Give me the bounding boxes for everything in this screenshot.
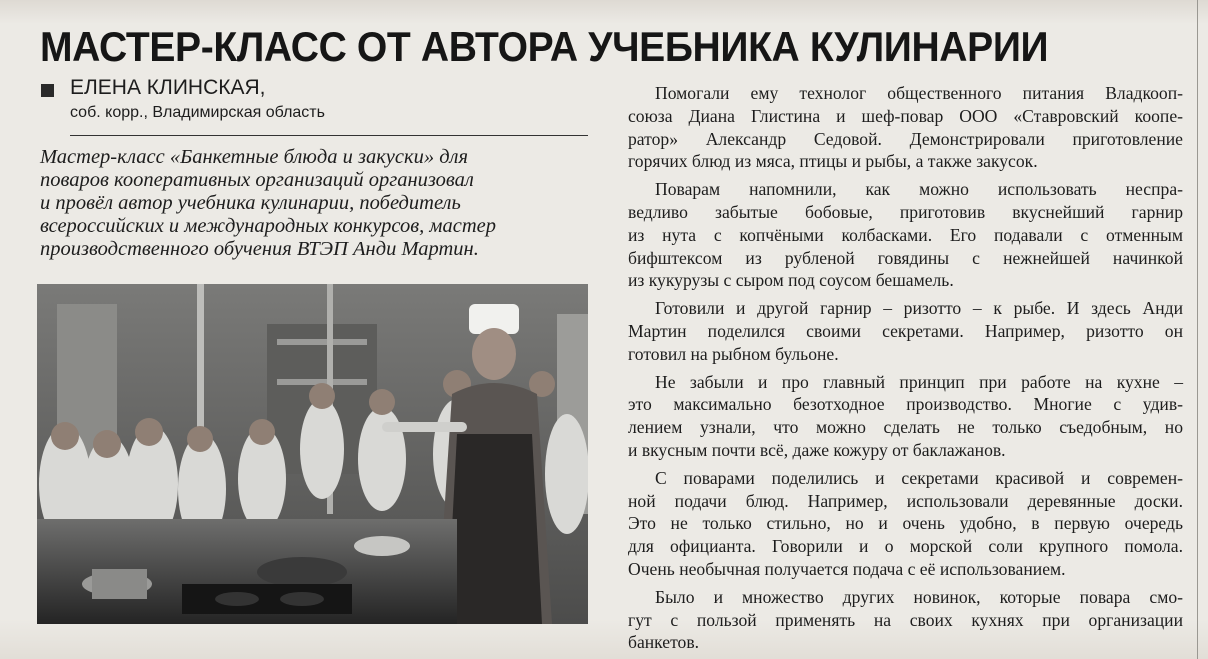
- body-line: бифштексом из рубленой говядины с нежнейшей начинкой: [628, 247, 1183, 268]
- article-body: [628, 82, 1183, 659]
- body-line: и вкусным почти всё, даже кожуру от баклажанов.: [628, 439, 1006, 460]
- body-line: ной подачи блюд. Например, использовали деревянные доски.: [628, 490, 1183, 511]
- body-line: ратор» Александр Седовой. Демонстрировали приготовление: [628, 128, 1183, 149]
- body-line: Мартин поделился своими секретами. Например, ризотто он: [628, 320, 1183, 341]
- author-name: ЕЛЕНА КЛИНСКАЯ,: [70, 76, 266, 99]
- body-paragraph: [628, 82, 1183, 173]
- body-line: Поварам напомнили, как можно использовать неспра-: [655, 179, 1183, 200]
- lead-line: Мастер-класс «Банкетные блюда и закуски» для: [40, 146, 469, 168]
- body-line: это максимально безотходное производство. Многие с удив-: [628, 394, 1183, 415]
- body-line: гут с пользой применять на своих кухнях при организации: [628, 609, 1183, 630]
- page-top-bleed: [0, 0, 1208, 24]
- lead-line: всероссийских и международных конкурсов, мастер: [40, 215, 496, 237]
- body-line: ведливо забытые бобовые, приготовив вкуснейший гарнир: [628, 201, 1183, 222]
- body-line: Готовили и другой гарнир – ризотто – к рыбе. И здесь Анди: [655, 298, 1183, 319]
- body-line: С поварами поделились и секретами красивой и современ-: [655, 467, 1183, 488]
- body-line: Не забыли и про главный принцип при работе на кухне –: [655, 371, 1183, 392]
- body-line: банкетов.: [628, 632, 700, 653]
- author-role: соб. корр., Владимирская область: [70, 104, 325, 121]
- body-paragraph: [628, 178, 1183, 292]
- byline-square-icon: [41, 84, 54, 97]
- body-line: из нута с копчёными колбасками. Его подавали с отменным: [628, 224, 1183, 245]
- body-line: готовил на рыбном бульоне.: [628, 343, 839, 364]
- body-paragraph: [628, 586, 1183, 654]
- body-line: Очень необычная получается подача с её использованием.: [628, 558, 1066, 579]
- body-paragraph: [628, 467, 1183, 581]
- lead-line: и провёл автор учебника кулинарии, победитель: [40, 192, 461, 214]
- body-paragraph: [628, 297, 1183, 365]
- kitchen-masterclass-photo: [37, 284, 588, 624]
- body-line: горячих блюд из мяса, птицы и рыбы, а также закусок.: [628, 151, 1038, 172]
- column-rule: [1197, 0, 1198, 659]
- body-line: для официанта. Говорили и о морской соли крупного помола.: [628, 536, 1183, 557]
- body-line: союза Диана Глистина и шеф-повар ООО «Ставровский коопе-: [628, 105, 1183, 126]
- lead-line: производственного обучения ВТЭП Анди Мартин.: [40, 238, 479, 260]
- byline-divider: [70, 135, 588, 136]
- body-line: Помогали ему технолог общественного питания Владкооп-: [655, 83, 1183, 103]
- body-line: из кукурузы с сыром под соусом бешамель.: [628, 270, 954, 291]
- body-line: лением узнали, что можно сделать не только съедобным, но: [628, 417, 1183, 438]
- article-headline: МАСТЕР-КЛАСС ОТ АВТОРА УЧЕБНИКА КУЛИНАРИИ: [40, 23, 1049, 70]
- lead-line: поваров кооперативных организаций организовал: [40, 169, 474, 191]
- body-line: Было и множество других новинок, которые повара смо-: [655, 586, 1183, 607]
- body-paragraph: [628, 371, 1183, 462]
- body-line: Это не только стильно, но и очень удобно, в первую очередь: [628, 513, 1183, 534]
- article-lead: [40, 146, 595, 261]
